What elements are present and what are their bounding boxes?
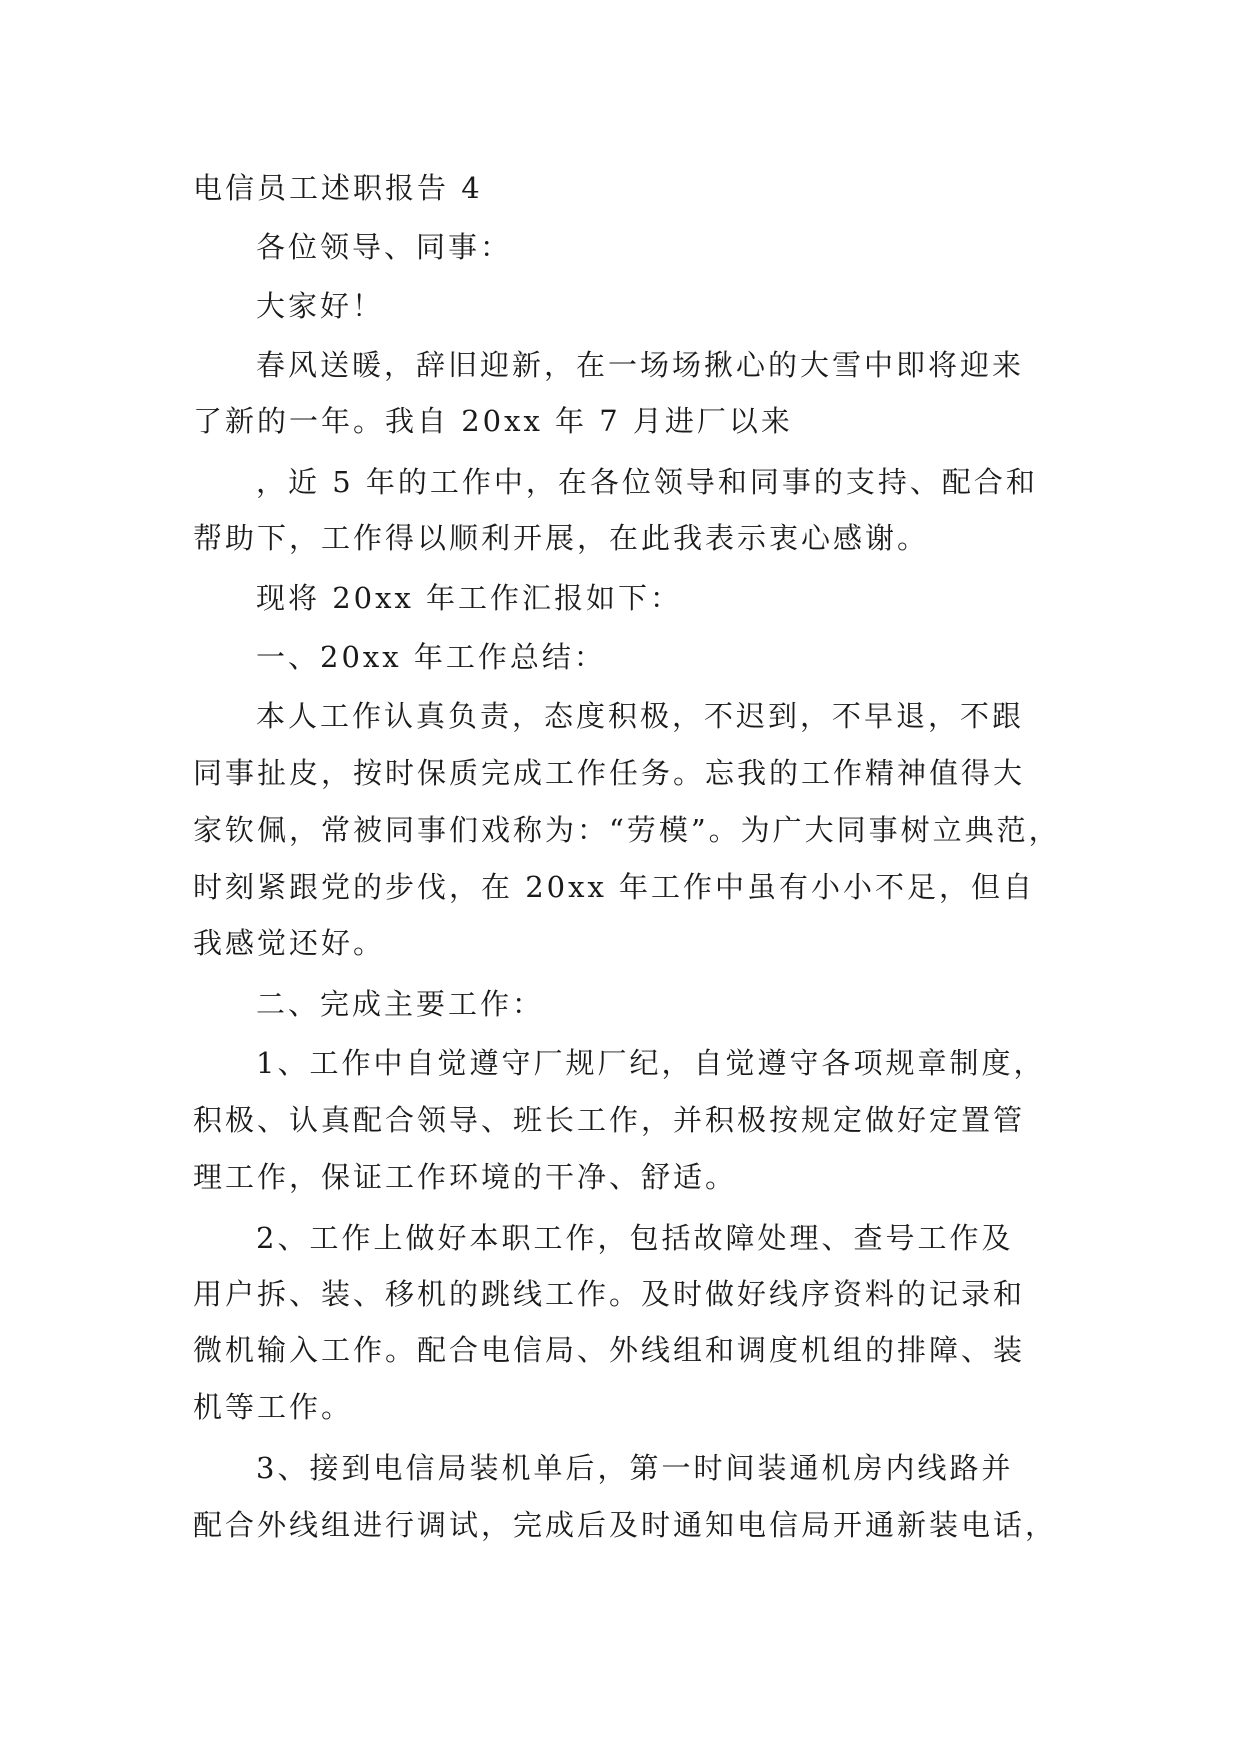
paragraph-line: 1、工作中自觉遵守厂规厂纪，自觉遵守各项规章制度， xyxy=(256,1046,1046,1080)
paragraph-line: 用户拆、装、移机的跳线工作。及时做好线序资料的记录和 xyxy=(193,1277,1026,1311)
paragraph-line: 机等工作。 xyxy=(193,1390,354,1424)
paragraph-line: 积极、认真配合领导、班长工作，并积极按规定做好定置管 xyxy=(193,1103,1026,1137)
paragraph-line: 配合外线组进行调试，完成后及时通知电信局开通新装电话， xyxy=(193,1508,1058,1542)
paragraph-line: 2、工作上做好本职工作，包括故障处理、查号工作及 xyxy=(256,1221,1014,1255)
salutation: 各位领导、同事： xyxy=(256,230,513,264)
section-heading: 一、20xx 年工作总结： xyxy=(256,640,606,674)
paragraph-line: 同事扯皮，按时保质完成工作任务。忘我的工作精神值得大 xyxy=(193,756,1026,790)
paragraph-line: 理工作，保证工作环境的干净、舒适。 xyxy=(193,1160,738,1194)
paragraph-line: 我感觉还好。 xyxy=(193,926,386,960)
paragraph-line: 了新的一年。我自 20xx 年 7 月进厂以来 xyxy=(193,404,793,438)
paragraph-line: ，近 5 年的工作中，在各位领导和同事的支持、配合和 xyxy=(256,465,1038,499)
paragraph-line: 微机输入工作。配合电信局、外线组和调度机组的排障、装 xyxy=(193,1333,1026,1367)
paragraph-line: 帮助下，工作得以顺利开展，在此我表示衷心感谢。 xyxy=(193,521,930,555)
paragraph-line: 本人工作认真负责，态度积极，不迟到，不早退，不跟 xyxy=(256,699,1025,733)
paragraph-line: 3、接到电信局装机单后，第一时间装通机房内线路并 xyxy=(256,1451,1014,1485)
paragraph-line: 春风送暖，辞旧迎新，在一场场揪心的大雪中即将迎来 xyxy=(256,348,1025,382)
document-title: 电信员工述职报告 4 xyxy=(193,171,483,205)
paragraph-line: 家钦佩，常被同事们戏称为：“劳模”。为广大同事树立典范， xyxy=(193,813,1061,847)
paragraph-line: 现将 20xx 年工作汇报如下： xyxy=(256,581,683,615)
section-heading: 二、完成主要工作： xyxy=(256,987,545,1021)
greeting: 大家好！ xyxy=(256,289,385,323)
paragraph-line: 时刻紧跟党的步伐，在 20xx 年工作中虽有小小不足，但自 xyxy=(193,870,1036,904)
